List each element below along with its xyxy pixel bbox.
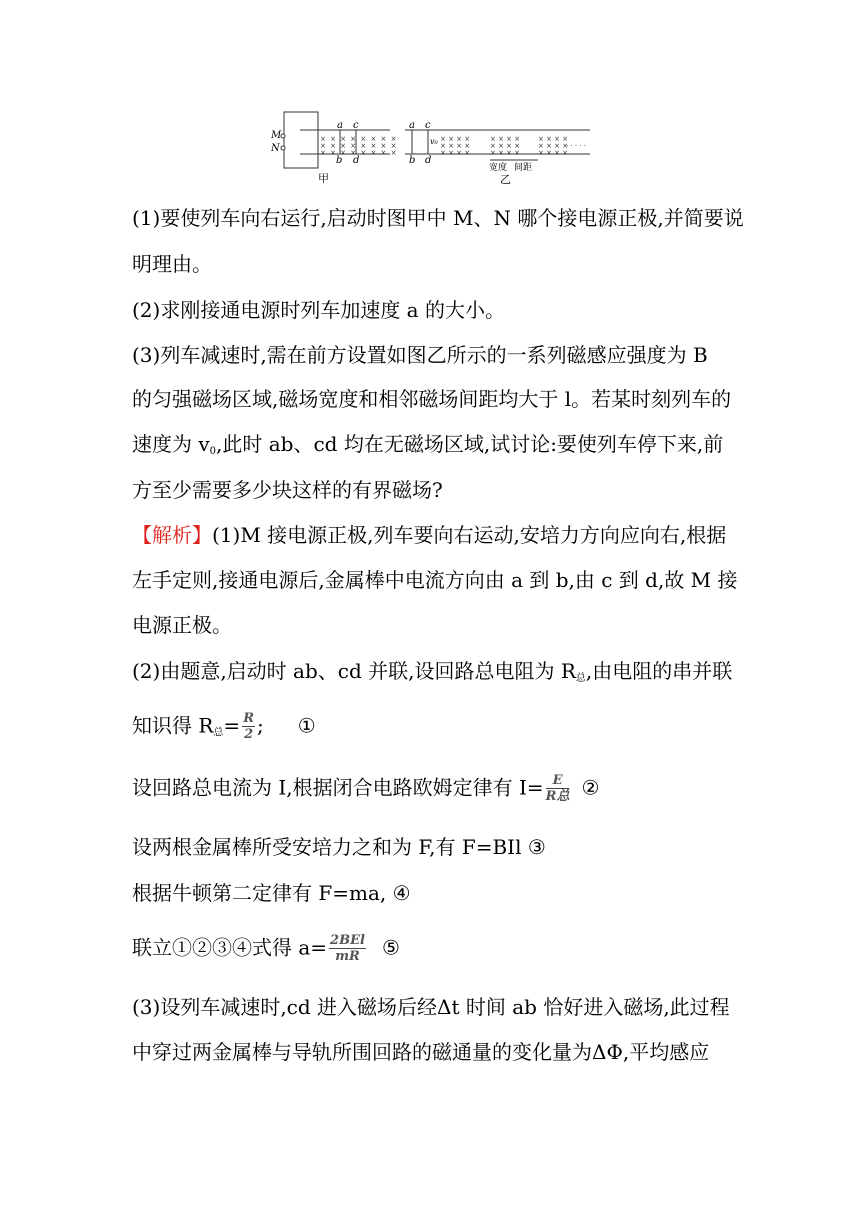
eq1-pre: 知识得 R: [132, 713, 214, 738]
figure-jia: [270, 112, 398, 185]
q3-line3: [132, 432, 723, 464]
q3-line1: (3)列车减速时,需在前方设置如图乙所示的一系列磁感应强度为 B: [132, 343, 708, 367]
eq1-line: [132, 712, 316, 746]
svg-text:× × × ×: × × × ×: [490, 142, 521, 150]
q3-line3-pre: 速度为 v: [132, 432, 210, 456]
sol-p2-line1: [132, 659, 732, 691]
svg-text:× × × ×: × × × ×: [440, 142, 471, 150]
figure-yi: [405, 120, 590, 186]
eq2-num: E: [546, 774, 570, 789]
svg-text:× × × ×: × × × ×: [440, 149, 471, 157]
eq1-eq: =: [223, 713, 241, 738]
eq2-line: [132, 774, 599, 804]
eq5-num: 2BEl: [330, 933, 365, 948]
svg-text:× × × × × × × ×: × × × × × × × ×: [320, 135, 398, 143]
eq2-den: R总: [545, 789, 570, 804]
svg-text:× × × ×: × × × ×: [538, 142, 569, 150]
svg-text:× × × ×: × × × ×: [538, 149, 569, 157]
label-width: 宽度: [489, 163, 508, 173]
q1-line2: 明理由。: [132, 252, 212, 276]
label-spacing: 间距: [514, 163, 533, 173]
q3-line3-post: ,此时 ab、cd 均在无磁场区域,试讨论:要使列车停下来,前: [216, 432, 724, 456]
label-c2: c: [425, 120, 431, 131]
eq1-fraction: [242, 712, 255, 742]
label-d2: d: [425, 155, 432, 166]
eq1-post: ;: [257, 713, 264, 738]
label-b2: b: [409, 155, 416, 166]
eq1-sub: 总: [213, 727, 224, 739]
label-M: M: [271, 130, 282, 141]
q3-line4: 方至少需要多少块这样的有界磁场?: [132, 478, 443, 502]
sol-p2-end: ,由电阻的串并联: [585, 659, 733, 683]
label-a2: a: [409, 120, 415, 131]
sol-p1-text: (1)M 接电源正极,列车要向右运动,安培力方向应向右,根据: [212, 523, 727, 547]
eq3-line: 设两根金属棒所受安培力之和为 F,有 F=BIl ③: [132, 835, 546, 859]
eq5-line: [132, 934, 400, 964]
label-c: c: [353, 120, 359, 131]
q3-line2: 的匀强磁场区域,磁场宽度和相邻磁场间距均大于 l。若某时刻列车的: [132, 387, 732, 411]
q2: (2)求刚接通电源时列车加速度 a 的大小。: [132, 298, 505, 322]
sol-p1-line1: [132, 523, 726, 547]
eq5-mark: ⑤: [381, 935, 400, 960]
label-N: N: [271, 143, 280, 154]
label-a: a: [337, 120, 343, 131]
eq5-den: mR: [335, 949, 360, 964]
svg-text:× × × ×: × × × ×: [538, 135, 569, 143]
sol-p2-text: (2)由题意,启动时 ab、cd 并联,设回路总电阻为 R: [132, 659, 576, 683]
eq5-pre: 联立①②③④式得 a=: [132, 935, 328, 960]
svg-text:× × × × × × × ×: × × × × × × × ×: [320, 142, 398, 150]
eq1-num: R: [243, 711, 254, 726]
svg-text:× × × ×: × × × ×: [490, 135, 521, 143]
svg-text:× × × ×: × × × ×: [440, 135, 471, 143]
eq5-fraction: [329, 934, 366, 964]
sol-p3-line2: 中穿过两金属棒与导轨所围回路的磁通量的变化量为ΔΦ,平均感应: [132, 1040, 710, 1064]
label-v0: v₀: [430, 137, 438, 146]
caption-jia: 甲: [318, 172, 329, 185]
q1-line1: (1)要使列车向右运行,启动时图甲中 M、N 哪个接电源正极,并简要说: [132, 206, 744, 230]
sol-p1-line3: 电源正极。: [132, 613, 232, 637]
svg-text:× × × × × × × ×: × × × × × × × ×: [320, 149, 398, 157]
sol-p2-sub: 总: [575, 673, 586, 684]
label-d: d: [353, 155, 360, 166]
eq4-line: 根据牛顿第二定律有 F=ma, ④: [132, 881, 411, 905]
sol-p1-line2: 左手定则,接通电源后,金属棒中电流方向由 a 到 b,由 c 到 d,故 M 接: [132, 568, 738, 592]
eq2-fraction: [546, 774, 570, 804]
svg-text:· · · · ·: · · · · ·: [566, 142, 587, 150]
eq1-den: 2: [244, 727, 254, 742]
eq2-pre: 设回路总电流为 I,根据闭合电路欧姆定律有 I=: [132, 775, 544, 800]
eq2-mark: ②: [581, 775, 600, 800]
label-b: b: [336, 155, 343, 166]
solution-tag: 【解析】: [132, 523, 212, 547]
svg-text:× × × ×: × × × ×: [490, 149, 521, 157]
eq1-mark: ①: [297, 713, 316, 738]
caption-yi: 乙: [500, 173, 511, 186]
sol-p3-line1: (3)设列车减速时,cd 进入磁场后经Δt 时间 ab 恰好进入磁场,此过程: [132, 995, 730, 1019]
q3-line3-sub: 0: [209, 446, 217, 457]
